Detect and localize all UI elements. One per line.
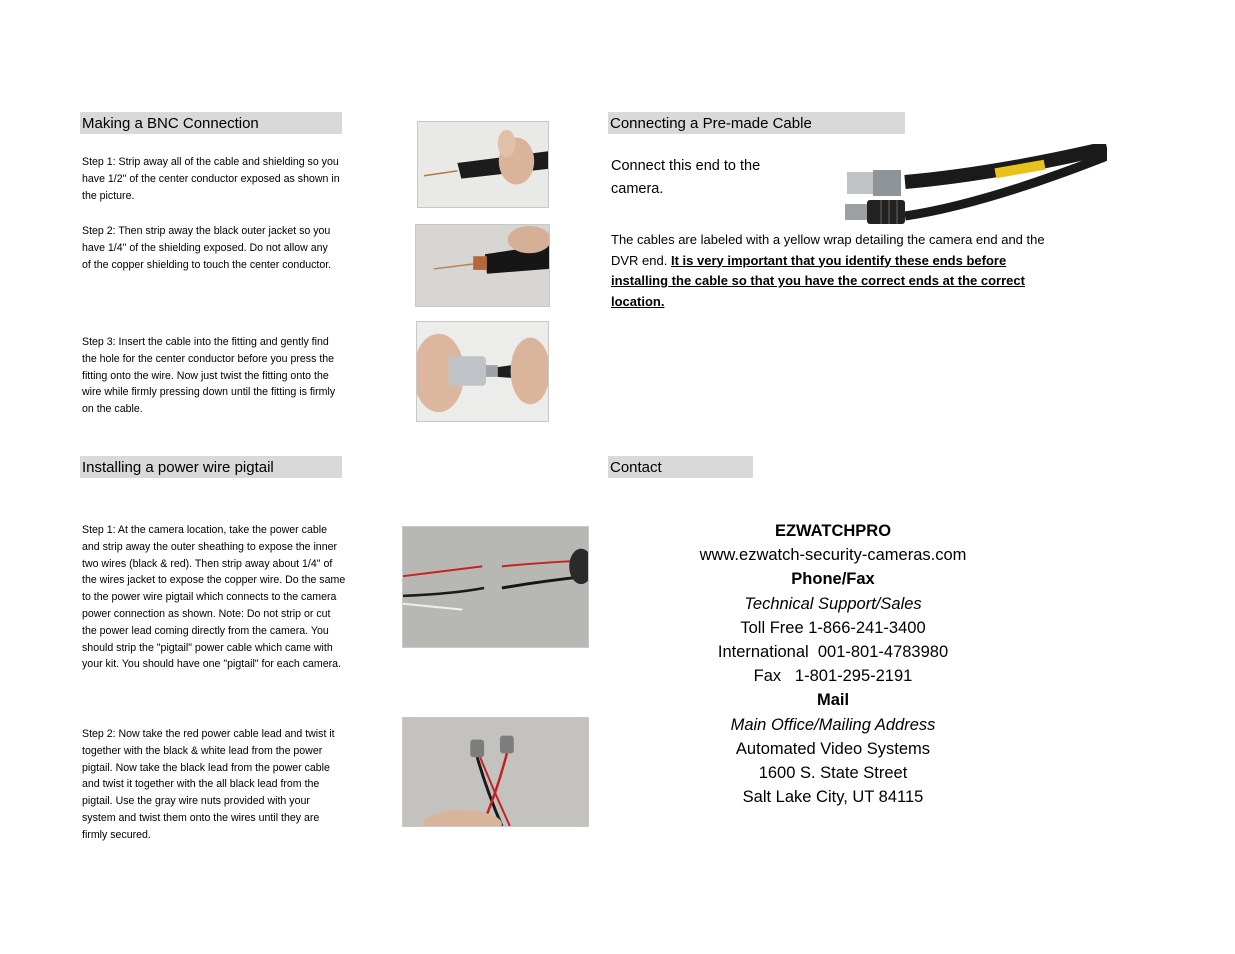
company-name: EZWATCHPRO [774, 522, 892, 540]
pigtail-step2-text: Step 2: Now take the red power cable lead and twist it together with the black & white lead from the power pigtail. Now take the black lead from the power cable and twist it together with the all black lead from the pigtail. Use the gray wire nuts provided with your system and twist them onto the wires until they are firmly secured. [82, 728, 335, 841]
premade-cable-photo [845, 144, 1107, 226]
premade-body-text [611, 230, 1051, 312]
contact-block [608, 519, 1058, 809]
premade-section-title: Connecting a Pre-made Cable [608, 112, 905, 134]
pigtail-step2-photo [402, 717, 589, 827]
contact-section-title: Contact [608, 456, 753, 478]
mail-heading: Mail [816, 691, 850, 710]
fax-number: Fax 1-801-295-2191 [753, 667, 913, 686]
website-link[interactable]: www.ezwatch-security-cameras.com [699, 546, 967, 565]
pigtail-section-title: Installing a power wire pigtail [80, 456, 342, 478]
support-label: Technical Support/Sales [744, 594, 922, 613]
pigtail-step1-text: Step 1: At the camera location, take the power cable and strip away the outer sheathing to expose the inner two wires (black & red). Then strip away about 1/4" of the wires jacket to expose the copper wire. Do the same to the power wire pigtail which connects to the camera power connection as shown. Note: Do not strip or cut the power lead coming directly from the camera. You should strip the "pigtail" power cable which came with your kit. You should have one "pigtail" for each camera. [82, 524, 346, 671]
street-address: 1600 S. State Street [758, 764, 908, 783]
premade-label-note: The cables are labeled with a yellow wrap detailing the camera end and the DVR end. [611, 232, 1045, 268]
bnc-step1-photo [417, 121, 549, 208]
international-number: International 001-801-4783980 [717, 643, 949, 662]
bnc-step3-text: Step 3: Insert the cable into the fitting and gently find the hole for the center conductor before you press the fitting onto the wire. Now just twist the fitting onto the wire while firmly pressing down until the fitting is firmly on the cable. [82, 336, 336, 416]
phone-heading: Phone/Fax [791, 570, 875, 589]
bnc-section-title: Making a BNC Connection [80, 112, 342, 134]
bnc-step3-photo [416, 321, 549, 422]
bnc-step2-photo [415, 224, 550, 307]
pigtail-step1-photo [402, 526, 589, 648]
bnc-step2-text: Step 2: Then strip away the black outer jacket so you have 1/4" of the shielding exposed. Do not allow any of the copper shielding to touch the center conductor. [82, 225, 332, 271]
connect-camera-text: Connect this end to the camera. [611, 158, 761, 197]
organization-name: Automated Video Systems [735, 739, 931, 758]
office-label: Main Office/Mailing Address [730, 715, 936, 734]
bnc-step1-text: Step 1: Strip away all of the cable and shielding so you have 1/2" of the center conductor exposed as shown in the picture. [82, 156, 340, 202]
premade-important-note: It is very important that you identify these ends before installing the cable so that you have the correct ends at the correct location. [611, 252, 1025, 309]
city-address: Salt Lake City, UT 84115 [742, 788, 924, 807]
toll-free-number: Toll Free 1-866-241-3400 [740, 618, 926, 637]
